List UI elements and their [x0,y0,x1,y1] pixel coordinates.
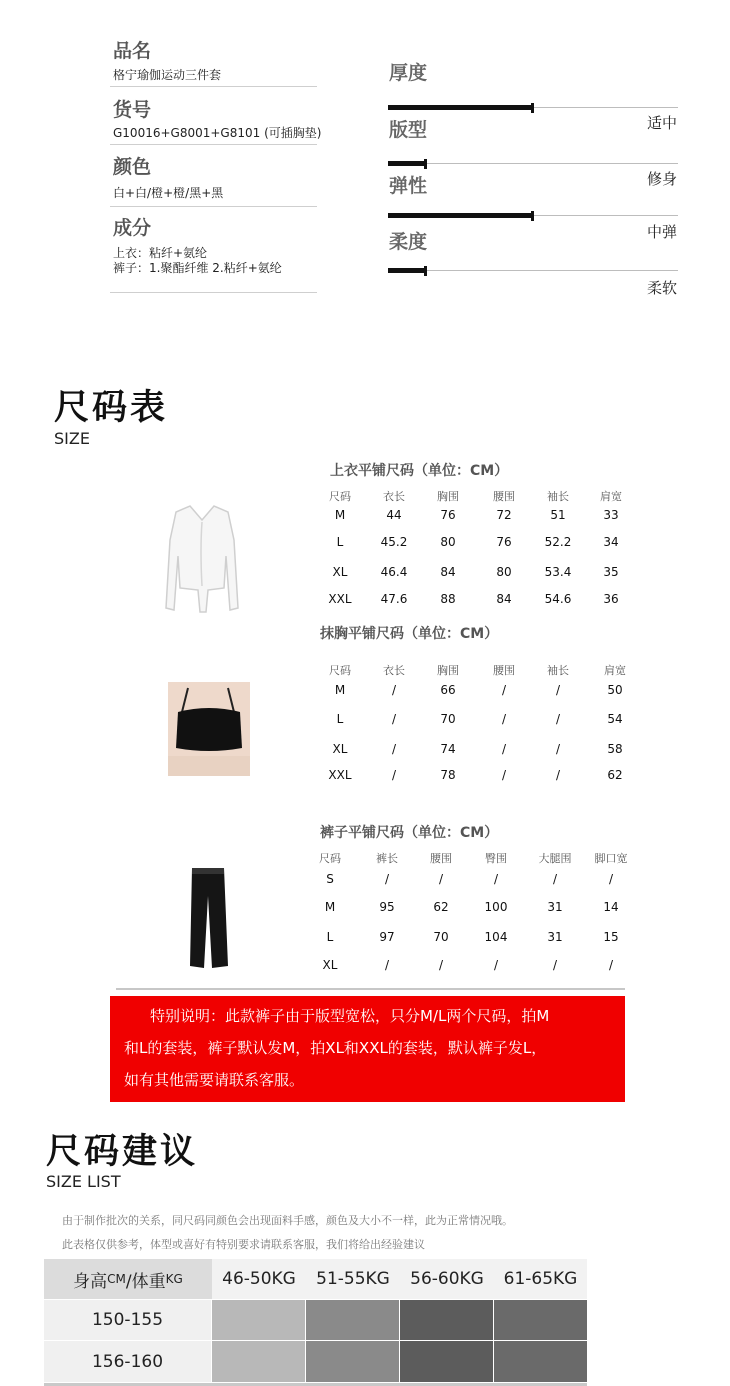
material-label: 成分 [113,217,152,239]
column-header: 脚口宽 [594,852,628,865]
code-value: G10016+G8001+G8101 (可插胸垫) [113,126,322,140]
size-cell: S [326,872,334,886]
notice-line-1: 特别说明：此款裤子由于版型宽松，只分M/L两个尺码，拍M [150,1007,550,1025]
column-header: 尺码 [329,664,351,677]
column-header: 大腿围 [538,852,572,865]
measurement-cell: 35 [603,565,619,579]
measurement-cell: / [391,768,397,782]
column-header: 袖长 [547,664,569,677]
measurement-cell: 53.4 [544,565,572,579]
measurement-cell: / [608,872,614,886]
measurement-cell: 88 [440,592,456,606]
attribute-label: 厚度 [389,62,428,84]
attribute-value: 中弹 [646,223,677,241]
measurement-cell: / [552,958,558,972]
size-cell: L [336,535,344,549]
measurement-cell: 66 [440,683,456,697]
measurement-cell: 76 [440,508,456,522]
measurement-cell: / [384,872,390,886]
measurement-cell: / [384,958,390,972]
measurement-cell: 45.2 [380,535,408,549]
measurement-cell: 52.2 [544,535,572,549]
weight-header: 51-55KG [306,1259,400,1299]
size-cell: M [334,508,346,522]
size-cell: L [326,930,334,944]
white-top-image [160,500,244,618]
attribute-value: 柔软 [646,279,677,297]
column-header: 衣长 [383,664,405,677]
measurement-cell: 84 [440,565,456,579]
attribute-label: 弹性 [389,175,428,197]
measurement-cell: 74 [440,742,456,756]
name-label: 品名 [113,40,152,62]
column-header: 肩宽 [604,664,626,677]
suggestion-cell [306,1341,399,1382]
column-header: 尺码 [319,852,341,865]
size-suggestion-table [44,1259,587,1386]
size-chart-title: 尺码表 [54,388,169,428]
measurement-cell: 95 [379,900,395,914]
weight-header: 56-60KG [400,1259,494,1299]
measurement-cell: 15 [603,930,619,944]
code-label: 货号 [113,99,152,121]
attribute-level-fill [388,268,426,273]
measurement-cell: 80 [440,535,456,549]
measurement-cell: / [552,872,558,886]
measurement-cell: / [501,712,507,726]
measurement-cell: / [438,958,444,972]
suggestion-cell [494,1300,587,1340]
attribute-level-marker [424,159,427,169]
attribute-label: 版型 [389,119,428,141]
height-cell: 150-155 [44,1300,211,1340]
measurement-cell: / [501,742,507,756]
measurement-cell: 33 [603,508,619,522]
size-cell: XL [322,958,338,972]
size-cell: XL [332,565,348,579]
material-value-pants: 裤子：1.聚酯纤维 2.粘纤+氨纶 [113,261,282,275]
column-header: 裤长 [376,852,398,865]
measurement-cell: 36 [603,592,619,606]
measurement-cell: 51 [550,508,566,522]
table-header-corner [44,1259,212,1299]
measurement-cell: 72 [496,508,512,522]
measurement-cell: / [555,768,561,782]
measurement-cell: 34 [603,535,619,549]
special-notice [110,996,625,1102]
kg-unit: KG [165,1272,183,1286]
weight-header: 61-65KG [494,1259,587,1299]
measurement-cell: / [391,712,397,726]
measurement-cell: / [555,683,561,697]
divider [110,144,317,145]
column-header: 衣长 [383,490,405,503]
divider [110,86,317,87]
measurement-cell: 100 [484,900,508,914]
suggestion-cell [400,1300,493,1340]
cm-unit: CM [107,1272,126,1286]
measurement-cell: / [501,768,507,782]
measurement-cell: 62 [607,768,623,782]
height-cell: 156-160 [44,1341,211,1382]
attribute-level-marker [531,211,534,221]
attribute-value: 适中 [646,114,677,132]
column-header: 臀围 [485,852,507,865]
measurement-cell: 31 [547,900,563,914]
top-table-title: 上衣平铺尺码（单位：CM） [330,463,509,479]
measurement-cell: 84 [496,592,512,606]
bra-table-title: 抹胸平铺尺码（单位：CM） [320,626,499,642]
notice-rule [116,988,625,990]
measurement-cell: 104 [484,930,508,944]
attribute-level-marker [531,103,534,113]
attribute-level-marker [424,266,427,276]
measurement-cell: 70 [433,930,449,944]
column-header: 胸围 [437,664,459,677]
column-header: 尺码 [329,490,351,503]
attribute-track [388,270,678,271]
divider [110,292,317,293]
color-value: 白+白/橙+橙/黑+黑 [113,186,224,200]
measurement-cell: 50 [607,683,623,697]
suggestion-cell [494,1341,587,1382]
size-cell: M [324,900,336,914]
measurement-cell: / [608,958,614,972]
measurement-cell: 62 [433,900,449,914]
black-bra-image [168,682,250,776]
column-header: 胸围 [437,490,459,503]
size-chart-subtitle: SIZE [54,429,90,448]
attribute-value: 修身 [646,170,677,188]
column-header: 腰围 [493,490,515,503]
material-value-top: 上衣：粘纤+氨纶 [113,246,208,260]
measurement-cell: 31 [547,930,563,944]
column-header: 袖长 [547,490,569,503]
measurement-cell: 97 [379,930,395,944]
color-label: 颜色 [113,156,152,178]
attribute-level-fill [388,213,533,218]
name-value: 格宁瑜伽运动三件套 [113,68,222,82]
column-header: 腰围 [493,664,515,677]
height-label: 身高 [73,1271,108,1292]
pants-table-title: 裤子平铺尺码（单位：CM） [320,825,499,841]
column-header: 肩宽 [600,490,622,503]
measurement-cell: 14 [603,900,619,914]
suggestion-title: 尺码建议 [46,1132,199,1172]
suggestion-subtitle: SIZE LIST [46,1172,121,1191]
size-cell: XXL [328,768,352,782]
attribute-track [388,163,678,164]
measurement-cell: 70 [440,712,456,726]
attribute-level-fill [388,105,533,110]
suggestion-note-2: 此表格仅供参考，体型或喜好有特别要求请联系客服，我们将给出经验建议 [62,1238,425,1251]
size-cell: XL [332,742,348,756]
measurement-cell: / [438,872,444,886]
measurement-cell: 80 [496,565,512,579]
measurement-cell: / [493,958,499,972]
measurement-cell: 54.6 [544,592,572,606]
size-cell: XXL [328,592,352,606]
size-cell: M [334,683,346,697]
measurement-cell: 47.6 [380,592,408,606]
measurement-cell: / [555,742,561,756]
measurement-cell: 58 [607,742,623,756]
notice-line-3: 如有其他需要请联系客服。 [124,1071,305,1089]
attribute-level-fill [388,161,426,166]
suggestion-cell [306,1300,399,1340]
suggestion-cell [400,1341,493,1382]
attribute-label: 柔度 [389,231,428,253]
size-cell: L [336,712,344,726]
measurement-cell: / [555,712,561,726]
measurement-cell: 78 [440,768,456,782]
measurement-cell: 76 [496,535,512,549]
weight-label: /体重 [125,1271,166,1292]
suggestion-cell [212,1341,305,1382]
measurement-cell: 54 [607,712,623,726]
column-header: 腰围 [430,852,452,865]
measurement-cell: 46.4 [380,565,408,579]
suggestion-note-1: 由于制作批次的关系，同尺码同颜色会出现面料手感，颜色及大小不一样，此为正常情况哦。 [62,1214,513,1227]
divider [110,206,317,207]
measurement-cell: / [391,742,397,756]
black-pants-image [184,866,234,970]
measurement-cell: / [391,683,397,697]
notice-line-2: 和L的套装，裤子默认发M，拍XL和XXL的套装，默认裤子发L， [124,1039,547,1057]
weight-header: 46-50KG [212,1259,306,1299]
measurement-cell: / [493,872,499,886]
measurement-cell: 44 [386,508,402,522]
measurement-cell: / [501,683,507,697]
suggestion-cell [212,1300,305,1340]
